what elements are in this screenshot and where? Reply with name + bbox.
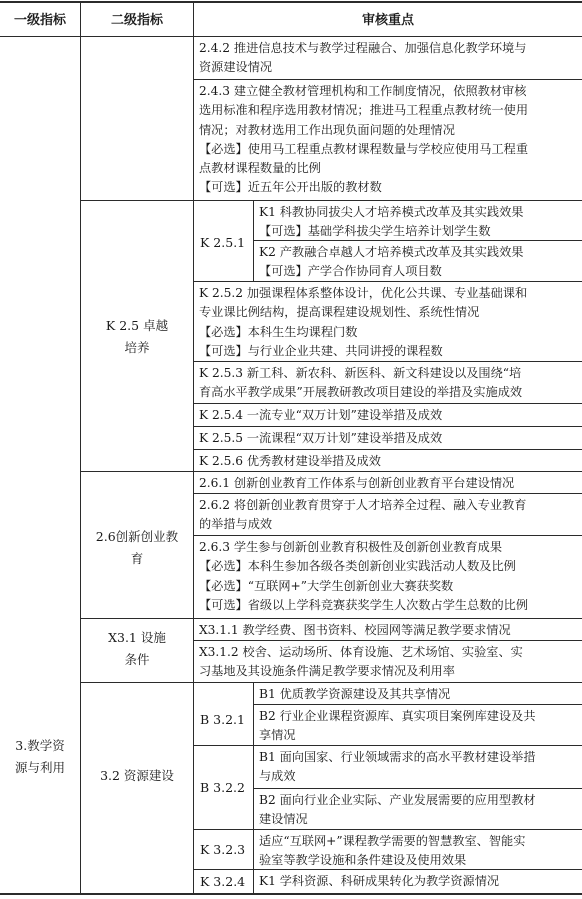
secondary-indicator-line: 育: [130, 551, 144, 566]
review-line: 【必选】使用马工程重点教材课程数量与学校应使用马工程重: [199, 141, 529, 156]
secondary-indicator-line: 条件: [124, 652, 150, 667]
table-rule: [254, 240, 582, 241]
secondary-indicator-k25: [81, 315, 193, 359]
review-2-6-3: [199, 538, 528, 615]
review-line: K 2.5.3 新工科、新农科、新医科、新文科建设以及围绕“培: [199, 366, 522, 380]
table-rule: [194, 281, 582, 282]
table-rule: [193, 1, 194, 895]
review-line: 2.4.3 建立健全教材管理机构和工作制度情况，依照教材审核: [199, 84, 527, 98]
review-line: 验室等教学设施和条件建设及使用效果: [259, 853, 467, 868]
review-x312: [199, 643, 523, 682]
table-rule: [81, 471, 582, 472]
table-rule: [194, 361, 582, 362]
review-line: 育高水平教学成果”开展教研教改项目建设的举措及实施成效: [199, 385, 523, 400]
review-line: 【必选】本科生生均课程门数: [199, 324, 358, 339]
review-line: 点教材课程数量的比例: [199, 161, 321, 176]
table-rule: [194, 493, 582, 494]
review-b321-b1: B1 优质教学资源建设及其共享情况: [259, 687, 451, 701]
secondary-indicator-line: 培养: [124, 340, 150, 355]
review-line: 与成效: [259, 769, 296, 784]
table-rule: [194, 640, 582, 641]
review-line: 【必选】本科生参加各级各类创新创业实践活动人数及比例: [199, 559, 516, 574]
review-x311: X3.1.1 教学经费、图书资料、校园网等满足教学要求情况: [199, 623, 511, 637]
review-k253: [199, 364, 522, 403]
sub-label-k324: K 3.2.4: [200, 874, 246, 889]
review-line: 【可选】省级以上学科竞赛获奖学生人次数占学生总数的比例: [199, 597, 529, 612]
review-line: 【必选】“互联网+”大学生创新创业大赛获奖数: [199, 578, 454, 593]
review-line: X3.1.2 校舍、运动场所、体育设施、艺术场馆、实验室、实: [199, 645, 523, 659]
primary-indicator-line: 源与利用: [14, 760, 65, 775]
table-rule: [194, 79, 582, 80]
sub-label-b321: B 3.2.1: [200, 712, 245, 727]
review-line: K1 科教协同拔尖人才培养模式改革及其实践效果: [259, 205, 524, 219]
review-line: K2 产教融合卓越人才培养模式改革及其实践效果: [259, 245, 524, 259]
review-k323: [259, 832, 525, 871]
table-rule: [0, 893, 582, 895]
review-k255: K 2.5.5 一流课程“双万计划”建设举措及成效: [199, 431, 443, 445]
review-line: 适应“互联网+”课程教学需要的智慧教室、智能实: [259, 834, 526, 848]
review-line: 的举措与成效: [199, 517, 273, 532]
review-k252: [199, 284, 527, 361]
secondary-indicator-line: X3.1 设施: [108, 630, 166, 645]
secondary-indicator-2-6: [81, 526, 193, 570]
review-k254: K 2.5.4 一流专业“双万计划”建设举措及成效: [199, 408, 443, 422]
review-line: B2 行业企业课程资源库、真实项目案例库建设及共: [259, 709, 536, 723]
review-k256: K 2.5.6 优秀教材建设举措及成效: [199, 454, 381, 468]
table-rule: [81, 200, 582, 201]
review-k251-k2: [259, 243, 523, 282]
secondary-indicator-3-2: 3.2 资源建设: [100, 768, 174, 783]
sub-label-k323: K 3.2.3: [200, 842, 246, 857]
review-k251-k1: [259, 203, 523, 242]
review-2-4-3: [199, 82, 528, 198]
table-rule: [81, 682, 582, 683]
secondary-indicator-line: K 2.5 卓越: [105, 318, 169, 333]
review-line: 【可选】基础学科拔尖学生培养计划学生数: [259, 224, 491, 239]
review-line: 2.4.2 推进信息技术与教学过程融合、加强信息化教学环境与: [199, 41, 527, 55]
review-line: 2.6.3 学生参与创新创业教育积极性及创新创业教育成果: [199, 540, 503, 554]
review-line: 资源建设情况: [199, 60, 273, 75]
review-b322-b2: [259, 791, 536, 830]
table-rule: [194, 449, 582, 450]
review-line: 享情况: [259, 728, 296, 743]
primary-indicator-line: 3.教学资: [15, 738, 65, 753]
table-rule: [253, 200, 254, 281]
table-rule: [253, 682, 254, 893]
primary-indicator-resources: [0, 735, 80, 779]
review-2-6-1: 2.6.1 创新创业教育工作体系与创新创业教育平台建设情况: [199, 476, 515, 490]
review-2-6-2: [199, 496, 526, 535]
table-rule: [194, 426, 582, 427]
review-k324-k1: K1 学科资源、科研成果转化为教学资源情况: [259, 874, 500, 888]
review-line: 建设情况: [259, 812, 308, 827]
review-line: K 2.5.2 加强课程体系整体设计，优化公共课、专业基础课和: [199, 286, 528, 300]
table-rule: [254, 788, 582, 789]
review-line: B1 面向国家、行业领域需求的高水平教材建设举措: [259, 750, 536, 764]
header-review-focus: 审核重点: [361, 12, 414, 28]
table-rule: [194, 403, 582, 404]
review-b321-b2: [259, 707, 536, 746]
review-line: 【可选】与行业企业共建、共同讲授的课程数: [199, 343, 443, 358]
table-rule: [194, 535, 582, 536]
review-line: 【可选】产学合作协同育人项目数: [259, 264, 442, 279]
header-primary-indicator: 一级指标: [13, 12, 66, 28]
review-line: 2.6.2 将创新创业教育贯穿于人才培养全过程、融入专业教育: [199, 498, 527, 512]
review-2-4-2: [199, 39, 526, 78]
review-line: 专业课比例结构，提高课程建设规划性、系统性情况: [199, 305, 480, 320]
sub-label-k251: K 2.5.1: [200, 235, 246, 250]
review-line: 习基地及其设施条件满足教学要求情况及利用率: [199, 664, 455, 679]
review-line: 选用标准和程序选用教材情况；推进马工程重点教材统一使用: [199, 103, 529, 118]
sub-label-b322: B 3.2.2: [200, 780, 245, 795]
review-line: B2 面向行业企业实际、产业发展需要的应用型教材: [259, 793, 536, 807]
table-rule: [254, 704, 582, 705]
review-line: 情况；对教材选用工作出现负面问题的处理情况: [199, 122, 455, 137]
review-b322-b1: [259, 748, 536, 787]
table-rule: [81, 618, 582, 619]
table-rule: [0, 1, 582, 3]
secondary-indicator-line: 2.6创新创业教: [95, 529, 179, 544]
table-rule: [80, 1, 81, 895]
table-rule: [0, 36, 582, 37]
review-line: 【可选】近五年公开出版的教材数: [199, 180, 382, 195]
header-secondary-indicator: 二级指标: [110, 12, 163, 28]
secondary-indicator-x31: [81, 627, 193, 671]
